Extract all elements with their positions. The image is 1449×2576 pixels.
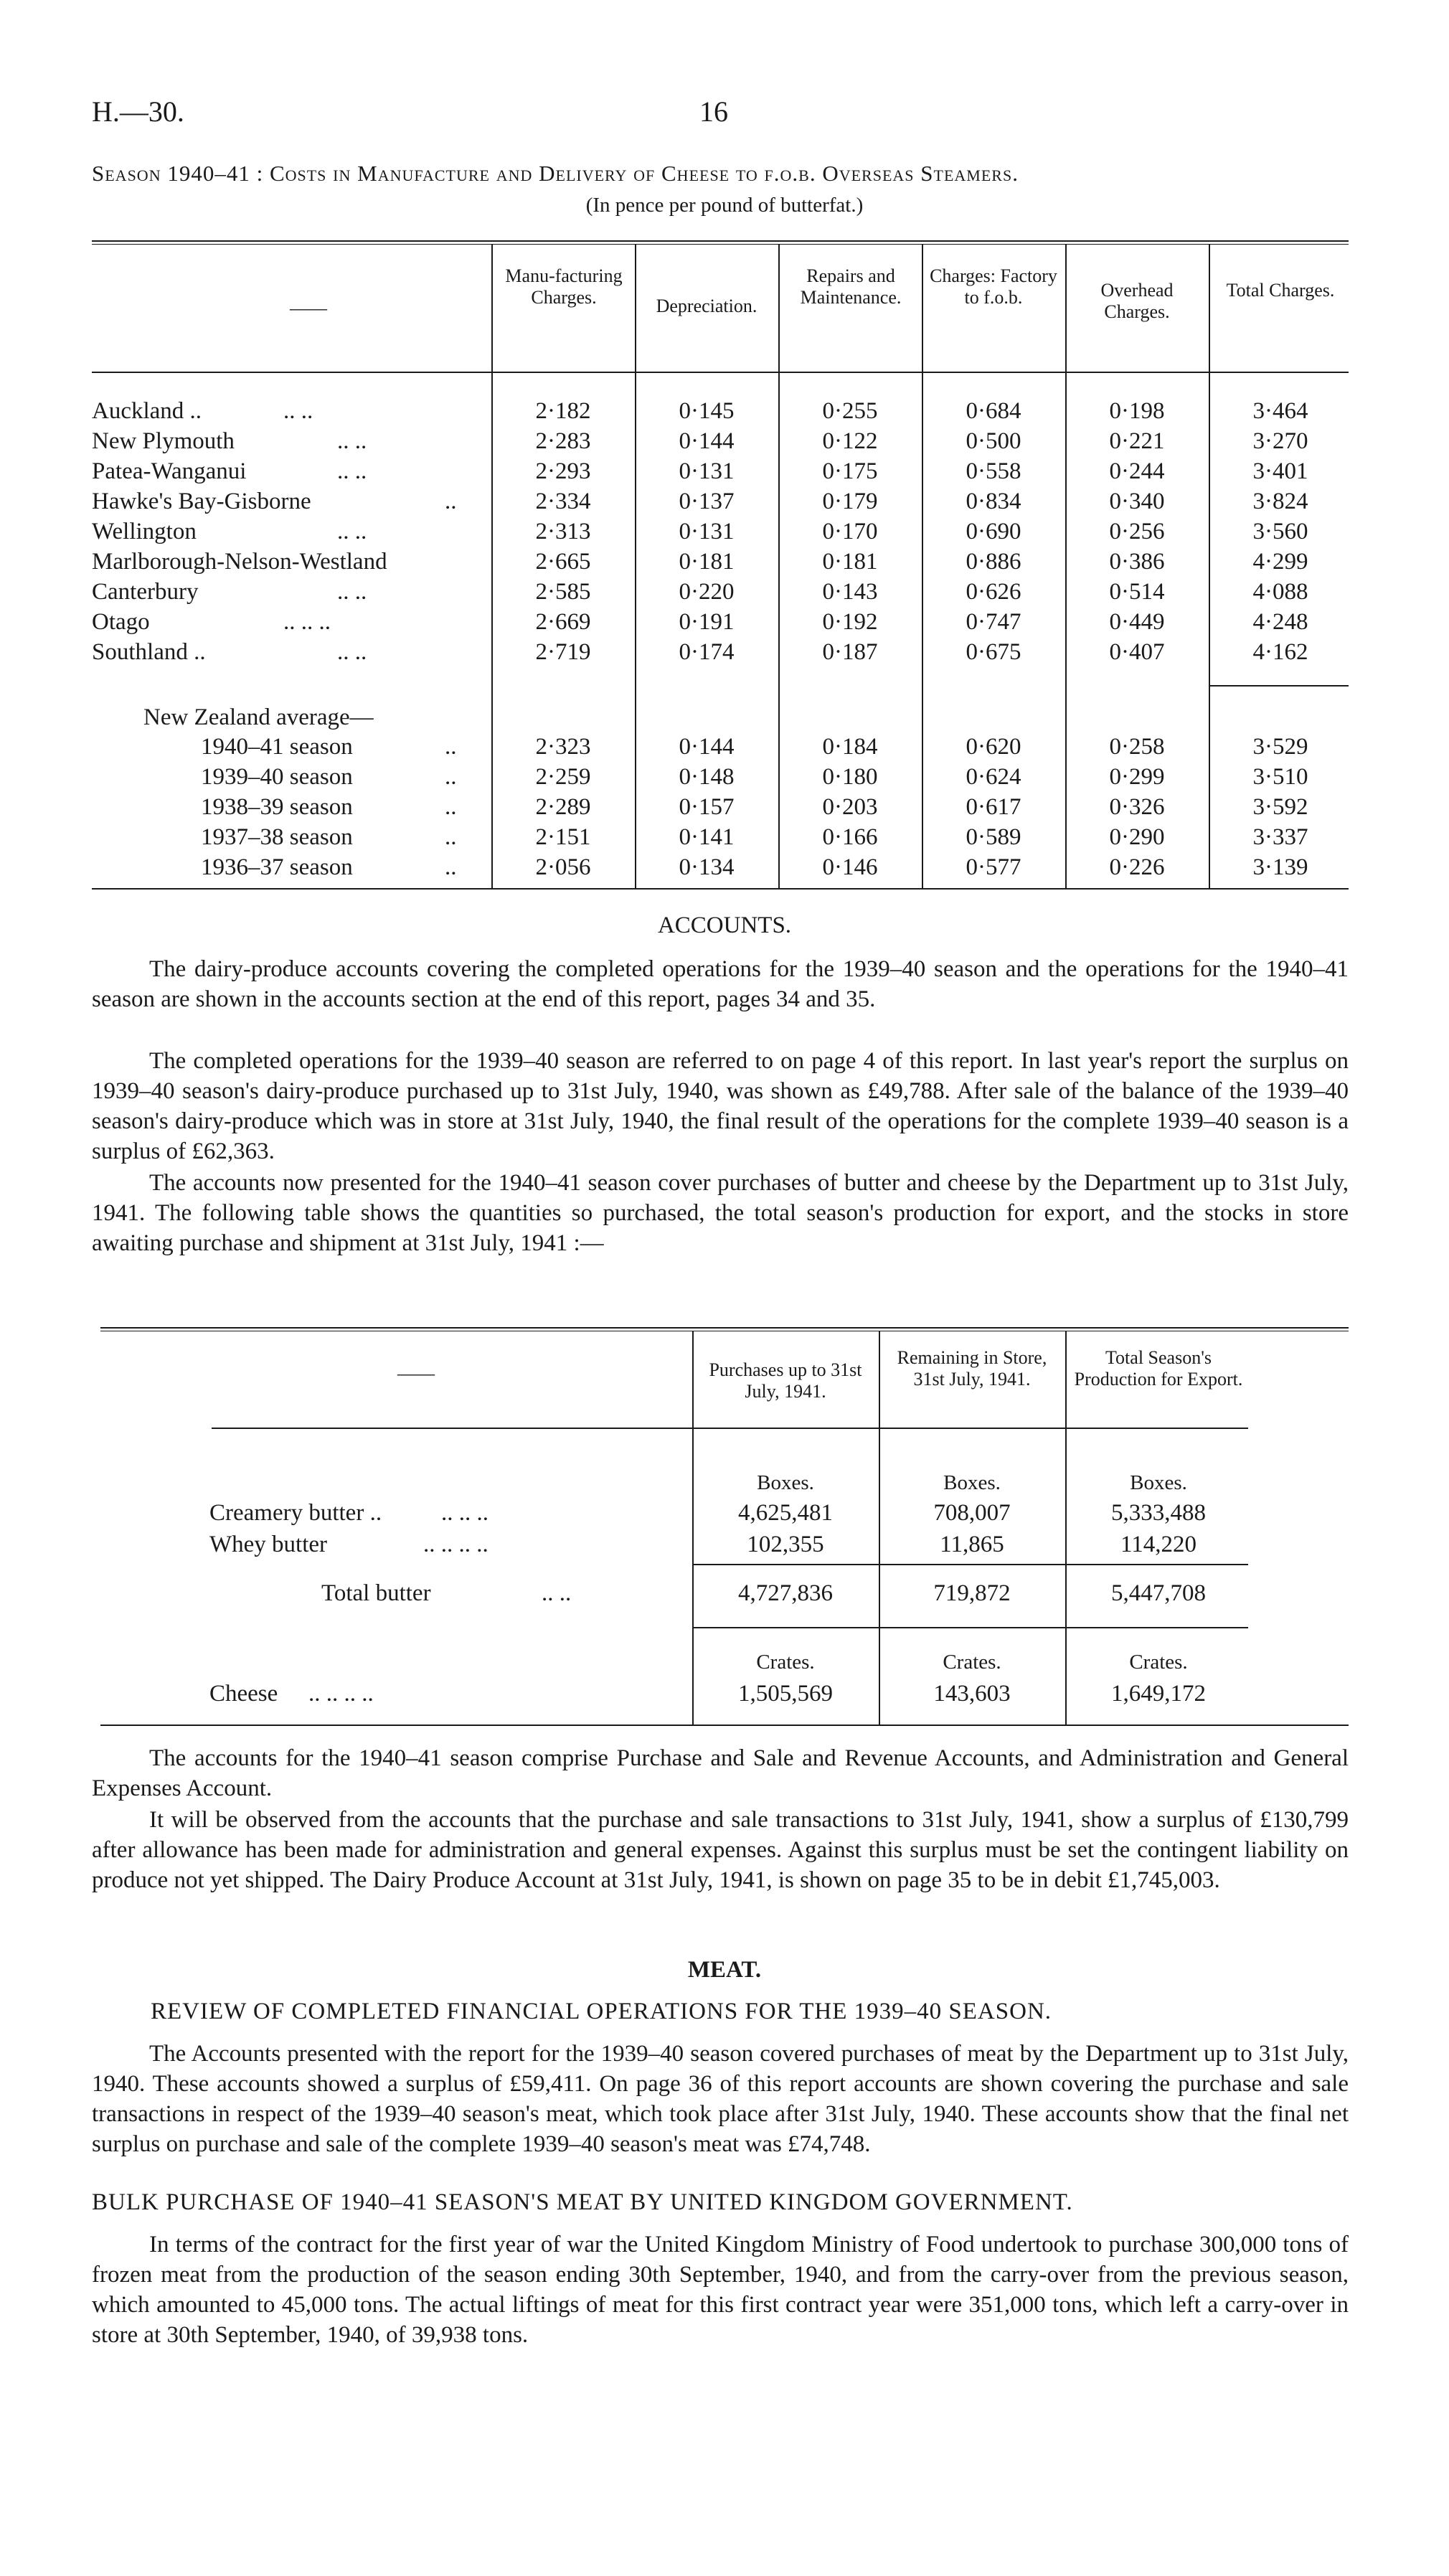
accounts-paragraph-4: The accounts for the 1940–41 season comprise Purchase and Sale and Revenue Accounts, and Administration and General Expenses Account. xyxy=(92,1745,1349,1801)
col-header-depreciation: Depreciation. xyxy=(656,296,757,316)
cell-value: 11,865 xyxy=(940,1532,1004,1557)
unit-label: Boxes. xyxy=(757,1471,814,1494)
cell-value: 2·323 xyxy=(535,734,591,760)
row-label: 1938–39 season xyxy=(201,794,353,820)
cell-value: 0·620 xyxy=(966,734,1021,760)
row-label: New Plymouth xyxy=(92,428,235,454)
cell-value: 0·143 xyxy=(822,579,878,605)
table-row xyxy=(0,852,1449,882)
table1-header-rule xyxy=(92,372,1349,373)
cell-value: 4·088 xyxy=(1252,579,1308,605)
cell-value: 4,727,836 xyxy=(738,1580,833,1606)
table2-subtotal-rule xyxy=(692,1564,1248,1565)
cell-value: 2·334 xyxy=(535,489,591,514)
cell-value: 0·449 xyxy=(1109,609,1165,635)
cell-value: 0·514 xyxy=(1109,579,1165,605)
table1-total-subrule xyxy=(1209,685,1349,687)
table-row xyxy=(0,607,1449,637)
cell-value: 0·122 xyxy=(822,428,878,454)
row-leader-dots: .. .. .. xyxy=(441,1500,488,1526)
row-label: Wellington xyxy=(92,519,197,544)
cell-value: 2·259 xyxy=(535,764,591,790)
table1-top-rule-thin xyxy=(92,244,1349,245)
cheese-costs-title: Season 1940–41 : Costs in Manufacture and Delivery of Cheese to f.o.b. Overseas Steamers. xyxy=(92,161,1019,186)
cell-value: 0·144 xyxy=(679,428,735,454)
nz-average-label: New Zealand average— xyxy=(143,704,374,730)
col-header-overhead: Overhead Charges. xyxy=(1100,280,1174,322)
cell-value: 0·157 xyxy=(679,794,735,820)
row-label: Otago xyxy=(92,609,150,635)
table1-top-rule xyxy=(92,240,1349,242)
unit-label: Boxes. xyxy=(1130,1471,1187,1494)
unit-label: Crates. xyxy=(1129,1651,1188,1674)
row-leader-dots: .. xyxy=(445,824,457,850)
cell-value: 114,220 xyxy=(1120,1532,1197,1557)
accounts-paragraph-2: The completed operations for the 1939–40 season are referred to on page 4 of this report. In last year's report the surplus on 1939–40 season's dairy-produce purchased up to 31st July, 1940, was shown as £49,788. After sale of the balance of the 1939–40 season's dairy-produce which was in store at 31st July, 1940, the final result of the operations for the complete 1939–40 season is a surplus of £62,363. xyxy=(92,1048,1349,1164)
cell-value: 0·675 xyxy=(966,639,1021,665)
row-label: 1940–41 season xyxy=(201,734,353,760)
table-row xyxy=(0,426,1449,456)
cell-value: 0·834 xyxy=(966,489,1021,514)
col-header-remaining: Remaining in Store, 31st July, 1941. xyxy=(897,1347,1047,1390)
cell-value: 2·293 xyxy=(535,458,591,484)
cell-value: 0·500 xyxy=(966,428,1021,454)
row-leader-dots: .. .. xyxy=(283,398,313,424)
cell-value: 0·170 xyxy=(822,519,878,544)
row-leader-dots: .. .. xyxy=(542,1580,572,1606)
cell-value: 0·203 xyxy=(822,794,878,820)
cell-value: 0·684 xyxy=(966,398,1021,424)
cell-value: 3·337 xyxy=(1252,824,1308,850)
cell-value: 2·669 xyxy=(535,609,591,635)
table2-header-rule xyxy=(212,1428,1248,1429)
row-leader-dots: .. xyxy=(445,794,457,820)
bulk-purchase-heading: BULK PURCHASE OF 1940–41 SEASON'S MEAT BY UNITED KINGDOM GOVERNMENT. xyxy=(92,2189,1073,2215)
table-row xyxy=(0,1529,1449,1560)
unit-label: Crates. xyxy=(756,1651,815,1674)
row-label: 1936–37 season xyxy=(201,854,353,880)
cell-value: 0·184 xyxy=(822,734,878,760)
col-header-charges-fob: Charges: Factory to f.o.b. xyxy=(930,265,1057,308)
table-row xyxy=(0,762,1449,792)
cell-value: 5,447,708 xyxy=(1111,1580,1206,1606)
table-row xyxy=(0,732,1449,762)
cell-value: 3·529 xyxy=(1252,734,1308,760)
cell-value: 2·289 xyxy=(535,794,591,820)
cell-value: 0·148 xyxy=(679,764,735,790)
cell-value: 0·146 xyxy=(822,854,878,880)
cell-value: 0·577 xyxy=(966,854,1021,880)
cell-value: 2·313 xyxy=(535,519,591,544)
row-label: 1937–38 season xyxy=(201,824,353,850)
cell-value: 0·747 xyxy=(966,609,1021,635)
table2-blank-header: —— xyxy=(397,1363,435,1384)
cell-value: 0·137 xyxy=(679,489,735,514)
cell-value: 0·166 xyxy=(822,824,878,850)
cell-value: 3·464 xyxy=(1252,398,1308,424)
cell-value: 0·290 xyxy=(1109,824,1165,850)
table-row xyxy=(0,396,1449,426)
accounts-paragraph-3: The accounts now presented for the 1940–41 season cover purchases of butter and cheese by the Department up to 31st July, 1941. The following table shows the quantities so purchased, the total season's production for export, and the stocks in store awaiting purchase and shipment at 31st July, 1941 :— xyxy=(92,1170,1349,1256)
row-leader-dots: .. .. xyxy=(337,428,367,454)
accounts-heading: ACCOUNTS. xyxy=(657,912,792,938)
cell-value: 1,505,569 xyxy=(738,1681,833,1707)
row-leader-dots: .. .. .. .. xyxy=(308,1681,374,1707)
col-header-purchases: Purchases up to 31st July, 1941. xyxy=(709,1359,862,1402)
review-paragraph: The Accounts presented with the report for the 1939–40 season covered purchases of meat by the Department up to 31st July, 1940. These accounts showed a surplus of £59,411. On page 36 of this report accounts are shown covering the purchase and sale transactions in respect of the 1939–40 season's meat, which took place after 31st July, 1940. These accounts show that the final net surplus on purchase and sale of the complete 1939–40 season's meat was £74,748. xyxy=(92,2041,1349,2157)
cell-value: 1,649,172 xyxy=(1111,1681,1206,1707)
cell-value: 0·131 xyxy=(679,458,735,484)
row-label: 1939–40 season xyxy=(201,764,353,790)
cell-value: 0·180 xyxy=(822,764,878,790)
cell-value: 2·283 xyxy=(535,428,591,454)
cell-value: 102,355 xyxy=(747,1532,824,1557)
accounts-paragraph-1: The dairy-produce accounts covering the completed operations for the 1939–40 season and the operations for the 1940–41 season are shown in the accounts section at the end of this report, pages 34 and 35. xyxy=(92,956,1349,1012)
cell-value: 2·665 xyxy=(535,549,591,575)
cell-value: 0·386 xyxy=(1109,549,1165,575)
table-row xyxy=(0,577,1449,607)
row-label: Canterbury xyxy=(92,579,199,605)
cell-value: 2·151 xyxy=(535,824,591,850)
col-header-manufacturing: Manu-facturing Charges. xyxy=(505,265,623,308)
cell-value: 0·198 xyxy=(1109,398,1165,424)
cell-value: 0·886 xyxy=(966,549,1021,575)
cell-value: 2·056 xyxy=(535,854,591,880)
table1-blank-header: —— xyxy=(290,298,327,319)
cell-value: 708,007 xyxy=(933,1500,1011,1526)
accounts-paragraph-5: It will be observed from the accounts that the purchase and sale transactions to 31st July, 1941, show a surplus of £130,799 after allowance has been made for administration and general expenses. Against this surplus must be set the contingent liability on produce not yet shipped. The Dairy Produce Account at 31st July, 1941, is shown on page 35 to be in debit £1,745,003. xyxy=(92,1807,1349,1893)
table-row xyxy=(0,516,1449,547)
cell-value: 0·221 xyxy=(1109,428,1165,454)
cell-value: 4·299 xyxy=(1252,549,1308,575)
review-heading: REVIEW OF COMPLETED FINANCIAL OPERATIONS FOR THE 1939–40 SEASON. xyxy=(151,1999,1052,2024)
table2-top-rule xyxy=(100,1327,1349,1329)
table-row xyxy=(0,547,1449,577)
cell-value: 0·340 xyxy=(1109,489,1165,514)
row-leader-dots: .. xyxy=(445,734,457,760)
cell-value: 0·181 xyxy=(679,549,735,575)
cell-value: 0·145 xyxy=(679,398,735,424)
cell-value: 0·255 xyxy=(822,398,878,424)
row-leader-dots: .. .. xyxy=(337,458,367,484)
row-leader-dots: .. .. .. .. xyxy=(423,1532,488,1557)
cell-value: 143,603 xyxy=(933,1681,1011,1707)
cell-value: 0·174 xyxy=(679,639,735,665)
row-label: Whey butter xyxy=(209,1532,328,1557)
cell-value: 0·299 xyxy=(1109,764,1165,790)
row-leader-dots: .. xyxy=(445,489,457,514)
cell-value: 0·179 xyxy=(822,489,878,514)
cell-value: 3·270 xyxy=(1252,428,1308,454)
row-leader-dots: .. xyxy=(445,764,457,790)
col-header-total-production: Total Season's Production for Export. xyxy=(1074,1347,1243,1390)
cell-value: 3·592 xyxy=(1252,794,1308,820)
cell-value: 0·407 xyxy=(1109,639,1165,665)
cell-value: 0·589 xyxy=(966,824,1021,850)
row-label: Total butter xyxy=(321,1580,431,1606)
cell-value: 0·326 xyxy=(1109,794,1165,820)
table-row-total-butter xyxy=(0,1578,1449,1608)
cell-value: 0·558 xyxy=(966,458,1021,484)
cell-value: 4·162 xyxy=(1252,639,1308,665)
table-row xyxy=(0,486,1449,516)
cell-value: 4,625,481 xyxy=(738,1500,833,1526)
row-label: Patea-Wanganui xyxy=(92,458,247,484)
cell-value: 3·139 xyxy=(1252,854,1308,880)
row-label: Hawke's Bay-Gisborne xyxy=(92,489,311,514)
cell-value: 0·144 xyxy=(679,734,735,760)
cell-value: 2·585 xyxy=(535,579,591,605)
row-leader-dots: .. .. xyxy=(337,519,367,544)
cell-value: 0·256 xyxy=(1109,519,1165,544)
row-leader-dots: .. xyxy=(445,854,457,880)
row-label: Auckland .. xyxy=(92,398,202,424)
bulk-purchase-paragraph: In terms of the contract for the first year of war the United Kingdom Ministry of Food undertook to purchase 300,000 tons of frozen meat from the production of the season ending 30th September, 1940, and from the carry-over from the previous season, which amounted to 45,000 tons. The actual liftings of meat for this first contract year were 351,000 tons, which left a carry-over in store at 30th September, 1940, of 39,938 tons. xyxy=(92,2232,1349,2348)
cell-value: 3·510 xyxy=(1252,764,1308,790)
cell-value: 3·560 xyxy=(1252,519,1308,544)
cell-value: 0·131 xyxy=(679,519,735,544)
cell-value: 0·617 xyxy=(966,794,1021,820)
row-label: Southland .. xyxy=(92,639,206,665)
cell-value: 0·626 xyxy=(966,579,1021,605)
row-label: Creamery butter .. xyxy=(209,1500,382,1526)
cell-value: 0·134 xyxy=(679,854,735,880)
table-row-cheese xyxy=(0,1679,1449,1709)
cell-value: 0·220 xyxy=(679,579,735,605)
cell-value: 3·824 xyxy=(1252,489,1308,514)
cell-value: 0·226 xyxy=(1109,854,1165,880)
cell-value: 0·175 xyxy=(822,458,878,484)
row-label: Marlborough-Nelson-Westland xyxy=(92,549,387,575)
row-leader-dots: .. .. xyxy=(337,639,367,665)
cell-value: 2·182 xyxy=(535,398,591,424)
cell-value: 0·181 xyxy=(822,549,878,575)
table1-bottom-rule xyxy=(92,888,1349,890)
cell-value: 5,333,488 xyxy=(1111,1500,1206,1526)
table2-bottom-rule xyxy=(100,1725,1349,1726)
cell-value: 0·244 xyxy=(1109,458,1165,484)
cell-value: 0·141 xyxy=(679,824,735,850)
row-label: Cheese xyxy=(209,1681,278,1707)
page-number: 16 xyxy=(699,95,728,128)
unit-label: Crates. xyxy=(943,1651,1001,1674)
col-header-repairs: Repairs and Maintenance. xyxy=(800,265,902,308)
cell-value: 0·624 xyxy=(966,764,1021,790)
col-header-total: Total Charges. xyxy=(1226,280,1335,301)
table-row xyxy=(0,1498,1449,1528)
cell-value: 719,872 xyxy=(933,1580,1011,1606)
row-leader-dots: .. .. .. xyxy=(283,609,331,635)
table2-total-rule xyxy=(692,1627,1248,1628)
cheese-costs-subtitle: (In pence per pound of butterfat.) xyxy=(585,194,864,217)
cell-value: 0·192 xyxy=(822,609,878,635)
cell-value: 0·191 xyxy=(679,609,735,635)
cell-value: 3·401 xyxy=(1252,458,1308,484)
cell-value: 4·248 xyxy=(1252,609,1308,635)
table-row xyxy=(0,822,1449,852)
meat-heading: MEAT. xyxy=(687,1957,762,1983)
unit-label: Boxes. xyxy=(943,1471,1001,1494)
cell-value: 0·258 xyxy=(1109,734,1165,760)
document-reference: H.—30. xyxy=(92,95,184,128)
table-row xyxy=(0,456,1449,486)
row-leader-dots: .. .. xyxy=(337,579,367,605)
table-row xyxy=(0,792,1449,822)
cell-value: 0·690 xyxy=(966,519,1021,544)
cell-value: 2·719 xyxy=(535,639,591,665)
table-row xyxy=(0,637,1449,667)
cell-value: 0·187 xyxy=(822,639,878,665)
